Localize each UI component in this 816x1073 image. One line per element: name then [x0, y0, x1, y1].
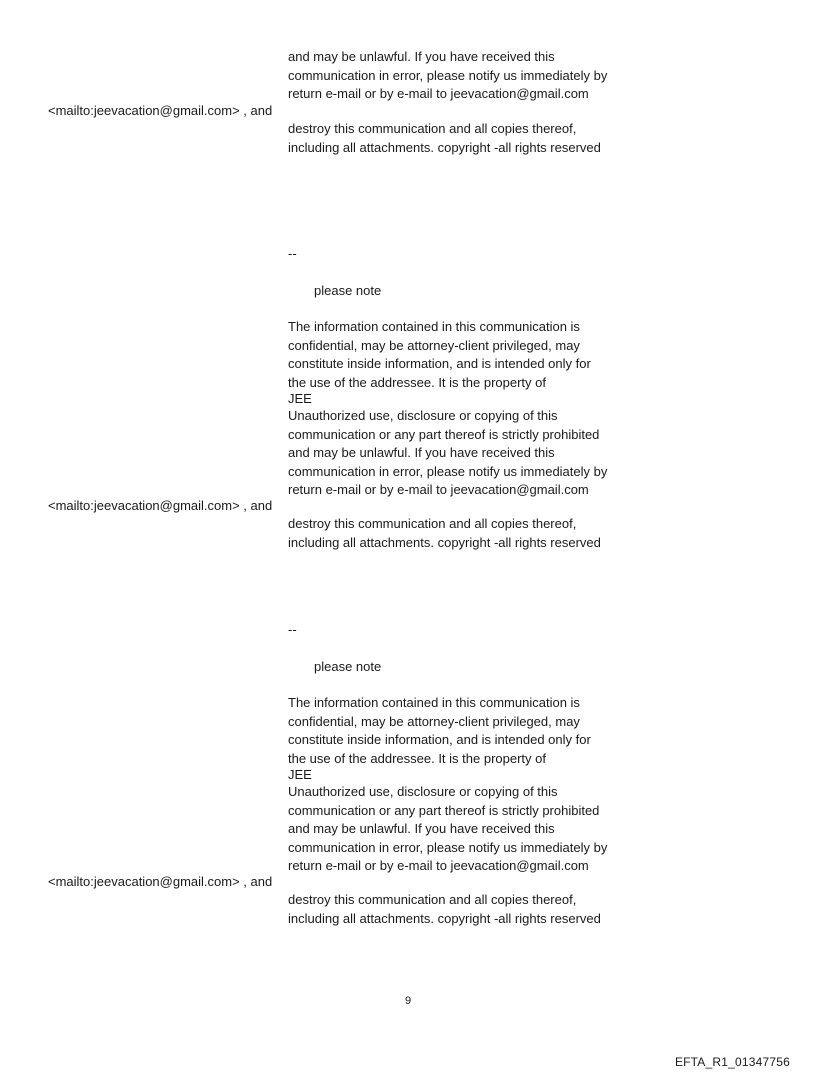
text-line: the use of the addressee. It is the property of [288, 750, 546, 766]
text-line: communication or any part thereof is strictly prohibited [288, 802, 600, 818]
text-line: and may be unlawful. If you have received this [288, 49, 555, 64]
mailto-link: <mailto:jeevacation@gmail.com> , and [48, 498, 273, 513]
text-line: The information contained in this communication is [288, 319, 580, 334]
text-line: Unauthorized use, disclosure or copying of this [288, 408, 558, 423]
text-line: return e-mail or by e-mail to jeevacation@gmail.com [288, 86, 589, 102]
mailto-link: <mailto:jeevacation@gmail.com> , and [48, 874, 273, 889]
text-line: The information contained in this communication is [288, 695, 580, 710]
text-line: constitute inside information, and is intended only for [288, 356, 591, 372]
note-heading: please note [314, 659, 382, 674]
text-line: and may be unlawful. If you have received this [288, 445, 555, 461]
text-line: including all attachments. copyright -all rights reserved [288, 534, 601, 550]
separator: -- [288, 622, 297, 637]
text-line: and may be unlawful. If you have received this [288, 821, 555, 837]
text-line: the use of the addressee. It is the property of [288, 374, 546, 390]
text-line: communication or any part thereof is strictly prohibited [288, 426, 600, 442]
text-line: including all attachments. copyright -all rights reserved [288, 910, 601, 926]
text-line: JEE [288, 767, 312, 782]
text-line: including all attachments. copyright -all rights reserved [288, 139, 601, 155]
text-line: communication in error, please notify us immediately by [288, 463, 608, 479]
text-line: communication in error, please notify us immediately by [288, 67, 608, 83]
note-heading: please note [314, 283, 382, 298]
text-line: destroy this communication and all copies thereof, [288, 516, 577, 531]
text-line: constitute inside information, and is intended only for [288, 732, 591, 748]
text-line: destroy this communication and all copies thereof, [288, 892, 577, 907]
text-line: destroy this communication and all copies thereof, [288, 121, 577, 136]
text-line: communication in error, please notify us immediately by [288, 839, 608, 855]
separator: -- [288, 246, 297, 261]
text-line: confidential, may be attorney-client privileged, may [288, 713, 580, 729]
text-line: return e-mail or by e-mail to jeevacation@gmail.com [288, 858, 589, 874]
text-line: JEE [288, 391, 312, 406]
text-line: Unauthorized use, disclosure or copying of this [288, 784, 558, 799]
document-id: EFTA_R1_01347756 [674, 1055, 790, 1069]
mailto-link: <mailto:jeevacation@gmail.com> , and [48, 103, 273, 118]
text-line: confidential, may be attorney-client privileged, may [288, 337, 580, 353]
page-number: 9 [404, 995, 412, 1007]
text-line: return e-mail or by e-mail to jeevacation@gmail.com [288, 482, 589, 498]
